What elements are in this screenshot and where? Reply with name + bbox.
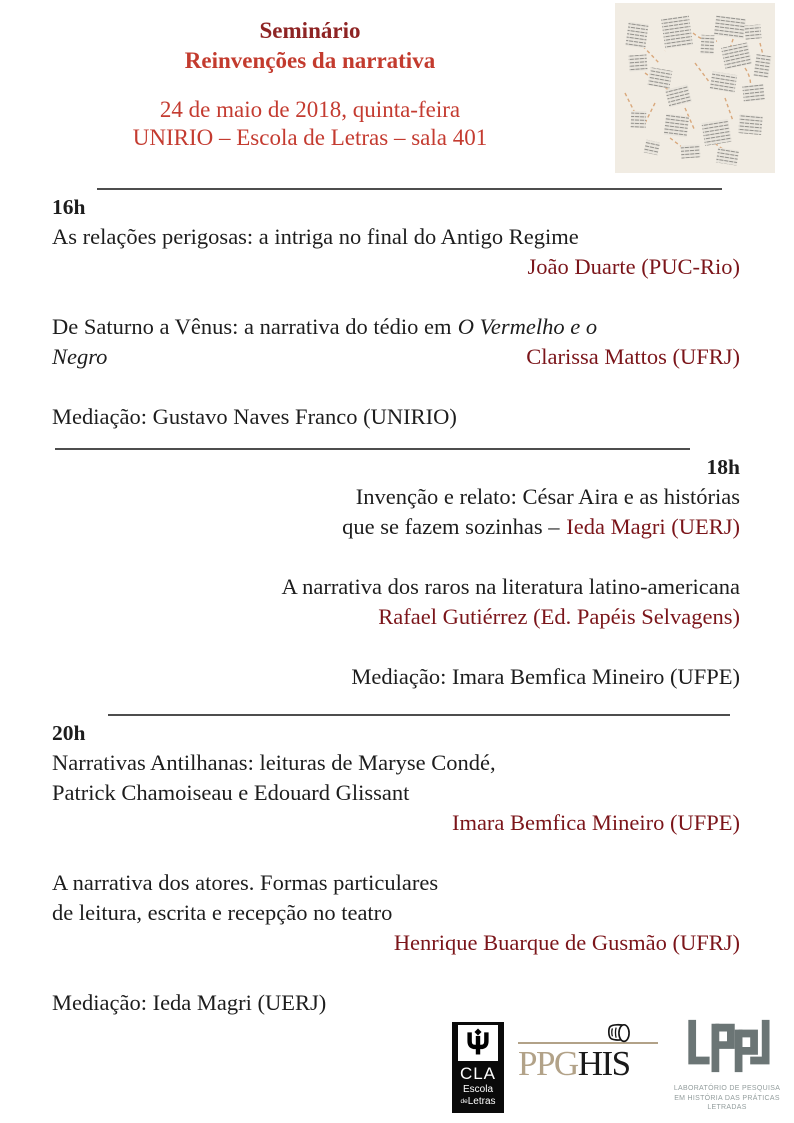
session-20h (0, 718, 794, 1018)
talk-title: A narrativa dos raros na literatura latino-americana (281, 574, 740, 599)
talk-title: que se fazem sozinhas – (342, 514, 560, 539)
talk-title (52, 312, 740, 342)
talk-speaker: Rafael Gutiérrez (Ed. Papéis Selvagens) (378, 604, 740, 629)
section-divider (108, 714, 730, 716)
cla-escola-de-letras-logo (452, 1022, 504, 1113)
footer-logos (0, 1016, 794, 1113)
spacer (52, 632, 740, 662)
talk-title-italic: Negro (52, 344, 108, 369)
cla-acronym: CLA (459, 1064, 497, 1083)
ppghis-wordmark (518, 1044, 630, 1084)
ppg-part: PPG (518, 1044, 578, 1083)
talk-speaker: Clarissa Mattos (UFRJ) (526, 344, 740, 369)
spacer (52, 282, 740, 312)
cla-letras: Letras (467, 1095, 496, 1107)
seminar-title: Seminário (259, 18, 361, 43)
mediation: Mediação: Ieda Magri (UERJ) (52, 990, 327, 1015)
unirio-trident-icon (463, 1028, 493, 1058)
talk-title: de leitura, escrita e recepção no teatro (52, 900, 393, 925)
session-time: 18h (706, 455, 740, 479)
seminar-subtitle: Reinvenções da narrativa (184, 48, 436, 73)
talk-title: Invenção e relato: César Aira e as histórias (355, 484, 740, 509)
section-divider (55, 448, 690, 450)
session-time: 20h (52, 721, 86, 745)
spacer (52, 372, 740, 402)
talk-title-plain: De Saturno a Vênus: a narrativa do tédio em (52, 314, 452, 339)
text-map-collage-image (615, 3, 775, 173)
mediation: Mediação: Gustavo Naves Franco (UNIRIO) (52, 404, 457, 429)
talk-title-speaker-row (52, 512, 740, 542)
seminar-venue: UNIRIO – Escola de Letras – sala 401 (132, 125, 488, 150)
mediation: Mediação: Imara Bemfica Mineiro (UFPE) (351, 664, 740, 689)
cla-de: de (460, 1097, 468, 1105)
spacer (52, 542, 740, 572)
ppghis-logo (518, 1032, 658, 1096)
talk-speaker: Ieda Magri (UERJ) (566, 514, 740, 539)
lppl-caption-line3: LETRADAS (707, 1104, 747, 1111)
spacer (20, 76, 600, 96)
lppl-caption-line1: LABORATÓRIO DE PESQUISA (673, 1085, 781, 1092)
talk-speaker: João Duarte (PUC-Rio) (527, 254, 740, 279)
scroll-icon (604, 1022, 632, 1046)
talk-title: Patrick Chamoiseau e Edouard Glissant (52, 780, 410, 805)
talk-title-speaker-row (52, 342, 740, 372)
talk-title: As relações perigosas: a intriga no final do Antigo Regime (52, 224, 579, 249)
lppl-caption (672, 1084, 782, 1113)
lppl-caption-line2: EM HISTÓRIA DAS PRÁTICAS (674, 1094, 780, 1102)
talk-title: Narrativas Antilhanas: leituras de Maryse Condé, (52, 750, 496, 775)
lppl-logo (672, 1018, 782, 1113)
session-time: 16h (52, 195, 86, 219)
cla-line2 (454, 1096, 502, 1108)
section-divider (97, 188, 722, 190)
text-map-collage-icon (615, 3, 775, 173)
lppl-monogram-icon (679, 1018, 775, 1076)
spacer (52, 958, 740, 988)
talk-title: A narrativa dos atores. Formas particulares (52, 870, 439, 895)
talk-title-italic: O Vermelho e o (457, 314, 598, 339)
cla-line1: Escola (462, 1084, 493, 1095)
his-part: HIS (577, 1044, 630, 1083)
talk-speaker: Imara Bemfica Mineiro (UFPE) (451, 810, 740, 835)
seminar-date: 24 de maio de 2018, quinta-feira (159, 97, 461, 122)
unirio-emblem (458, 1025, 498, 1061)
talk-speaker: Henrique Buarque de Gusmão (UFRJ) (393, 930, 740, 955)
header-text-block (20, 0, 600, 152)
spacer (52, 838, 740, 868)
session-16h (0, 192, 794, 432)
poster-header (0, 0, 794, 152)
session-18h (0, 452, 794, 692)
